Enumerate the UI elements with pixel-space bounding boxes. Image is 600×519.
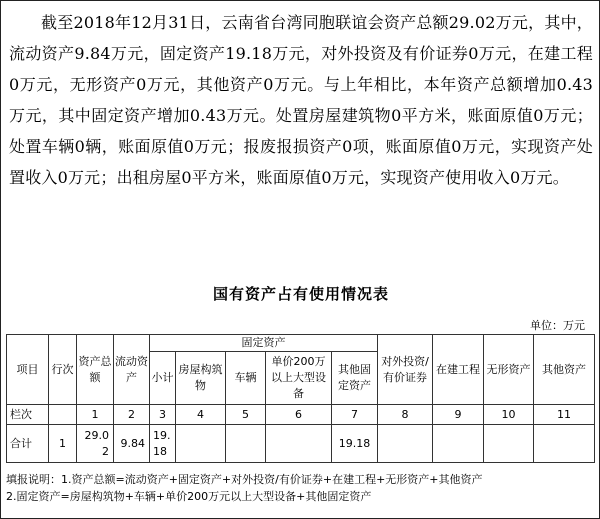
- column-number: 10: [484, 405, 534, 425]
- asset-table: [6, 334, 595, 463]
- header-row-1: [7, 335, 595, 352]
- other-fixed-value: 19.18: [332, 425, 378, 463]
- fixed-subtotal-value: 19.18: [150, 425, 176, 463]
- note-line-1: 填报说明：1.资产总额=流动资产+固定资产+对外投资/有价证券+在建工程+无形资产+其他资产: [6, 473, 483, 486]
- buildings-value: [176, 425, 226, 463]
- header-current-assets: 流动资产: [114, 335, 150, 405]
- current-assets-value: 9.84: [114, 425, 150, 463]
- total-row-no: 1: [49, 425, 77, 463]
- large-equipment-value: [266, 425, 332, 463]
- column-number: 7: [332, 405, 378, 425]
- intangible-value: [484, 425, 534, 463]
- header-other-assets: 其他资产: [534, 335, 595, 405]
- header-fixed-assets: 固定资产: [150, 335, 378, 352]
- header-other-fixed: 其他固定资产: [332, 352, 378, 405]
- table-title: 国有资产占有使用情况表: [212, 285, 389, 303]
- column-number-label: 栏次: [7, 405, 49, 425]
- other-assets-value: [534, 425, 595, 463]
- investments-value: [378, 425, 433, 463]
- header-item: 项目: [7, 335, 49, 405]
- header-buildings: 房屋构筑物: [176, 352, 226, 405]
- total-label: 合计: [7, 425, 49, 463]
- header-total-assets: 资产总额: [77, 335, 114, 405]
- header-subtotal: 小计: [150, 352, 176, 405]
- report-paragraph: 截至2018年12月31日，云南省台湾同胞联谊会资产总额29.02万元，其中，流动资产9.84万元，固定资产19.18万元，对外投资及有价证券0万元，在建工程0万元，无形资产0万元，其他资产0万元。与上年相比，本年资产总额增加0.43万元，其中固定资产增加0.43万元。处置房屋建筑物0平方米，账面原值0万元；处置车辆0辆，账面原值0万元；报废报损资产0项，账面原值0万元，实现资产处置收入0万元；出租房屋0平方米，账面原值0万元，实现资产使用收入0万元。: [9, 13, 593, 187]
- column-number-row: [7, 405, 595, 425]
- header-investments: 对外投资/有价证券: [378, 335, 433, 405]
- column-number-blank: [49, 405, 77, 425]
- construction-value: [433, 425, 484, 463]
- total-assets-value: 29.02: [77, 425, 114, 463]
- column-number: 1: [77, 405, 114, 425]
- column-number: 9: [433, 405, 484, 425]
- vehicles-value: [226, 425, 266, 463]
- header-construction: 在建工程: [433, 335, 484, 405]
- header-large-equipment: 单价200万以上大型设备: [266, 352, 332, 405]
- total-row: [7, 425, 595, 463]
- column-number: 6: [266, 405, 332, 425]
- column-number: 3: [150, 405, 176, 425]
- column-number: 8: [378, 405, 433, 425]
- column-number: 11: [534, 405, 595, 425]
- column-number: 2: [114, 405, 150, 425]
- column-number: 4: [176, 405, 226, 425]
- notes: [6, 471, 594, 505]
- unit-label: 单位：万元: [530, 319, 585, 332]
- header-intangible: 无形资产: [484, 335, 534, 405]
- column-number: 5: [226, 405, 266, 425]
- header-vehicles: 车辆: [226, 352, 266, 405]
- header-row-no: 行次: [49, 335, 77, 405]
- note-line-2: 2.固定资产=房屋构筑物+车辆+单价200万元以上大型设备+其他固定资产: [6, 490, 372, 503]
